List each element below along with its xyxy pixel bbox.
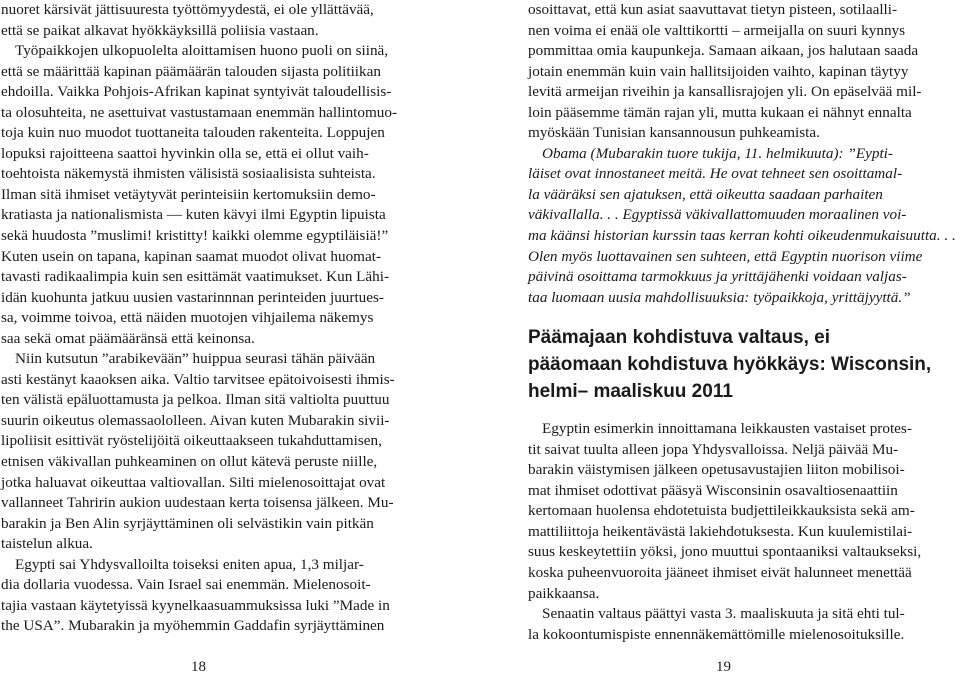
text-line: dia dollaria vuodessa. Vain Israel sai enemmän. Mielenosoit-: [1, 576, 371, 594]
text-line: nuoret kärsivät jättisuuresta työttömyydestä, ei ole yllättävää,: [1, 1, 374, 18]
text-line: Ilman sitä ihmiset vetäytyvät perinteisiin kertomuksiin demo-: [1, 185, 376, 203]
text-line: paikkaansa.: [528, 584, 600, 602]
text-line: pääomaan kohdistuva hyökkäys: Wisconsin,: [528, 354, 932, 376]
text-line: jotain enemmän kuin vain hallitsijoiden vaihto, kapinan täytyy: [528, 62, 909, 80]
left-text-column: [1, 0, 412, 637]
text-line: osoittavat, että kun asiat saavuttavat tietyn pisteen, sotilaalli-: [528, 1, 898, 18]
text-line: barakin väistymisen jälkeen opetusavustajien liiton mobilisoi-: [528, 461, 905, 479]
text-line: mattiliittoja heikentävästä lakiehdotuksesta. Kun kuulemistilai-: [528, 522, 913, 540]
text-line: tajia vastaan käytetyissä kyynelkaasuammuksissa luki ”Made in: [1, 596, 390, 614]
text-line: nen voima ei enää ole valttikortti – armeijalla on suuri kynnys: [528, 21, 906, 39]
text-line: Päämajaan kohdistuva valtaus, ei: [528, 327, 831, 349]
text-line: saa sekä omat päämääränsä että keinonsa.: [1, 329, 255, 347]
text-line: tit saivat tuulta alleen jopa Yhdysvalloissa. Neljä päivää Mu-: [528, 440, 899, 458]
text-line: la vääräksi sen ajatuksen, että oikeutta saadaan parhaiten: [528, 185, 883, 203]
text-line: Olen myös luottavainen sen suhteen, että Egyptin nuorison viime: [528, 247, 923, 265]
right-page: [527, 0, 957, 697]
text-line: toehtoista näkemystä ihmisten välisistä sosiaalisista suhteista.: [1, 165, 376, 183]
text-line: asti kestänyt kaaoksen aika. Valtio tarvitsee epätoivoisesti ihmis-: [1, 370, 395, 388]
text-line: suurin oikeutus olemassaololleen. Aivan kuten Mubarakin sivii-: [1, 411, 390, 429]
text-line: etnisen väkivallan puhkeaminen on ollut kätevä peruste niille,: [1, 453, 378, 471]
text-line: la kokoontumispiste ennennäkemättömille mielenosoituksille.: [528, 625, 905, 643]
text-line: kertomaan huolensa ehdotetuista budjettileikkauksista sekä am-: [528, 502, 915, 520]
text-line: loin pääsemme tämän rajan yli, mutta kukaan ei nähnyt ennalta: [528, 103, 912, 121]
text-line: Senaatin valtaus päättyi vasta 3. maaliskuuta ja sitä ehti tul-: [542, 605, 905, 623]
text-line: Niin kutsutun ”arabikevään” huippua seurasi tähän päivään: [15, 350, 376, 368]
text-line: että se paikat alkavat hyökkäyksillä poliisia vastaan.: [1, 21, 319, 39]
text-line: ta olosuhteita, ne asettuivat vastustamaan enemmän hallintomuo-: [1, 103, 398, 121]
text-line: pommittaa omia kaupunkeja. Samaan aikaan, jos halutaan saada: [528, 42, 919, 60]
text-line: ten välistä epäluottamusta ja pelkoa. Ilman sitä valtiolta puuttuu: [1, 391, 390, 409]
text-line: päivinä osoittama tarmokkuus ja yrittäjähenki voidaan valjas-: [528, 268, 907, 286]
text-line: taistelun alkua.: [1, 535, 93, 553]
intro-paragraph: [528, 0, 952, 144]
text-line: ma käänsi historian kurssin taas kerran kohti oikeudenmukaisuutta. . .: [528, 227, 956, 245]
text-line: toja kuin nuo muodot tuottaneita talouden rakenteita. Loppujen: [1, 124, 385, 142]
left-page: [0, 0, 420, 697]
text-line: barakin ja Ben Alin syrjäyttäminen oli selvästikin vain pitkän: [1, 514, 374, 532]
text-line: koska puheenvuoroita jääneet ihmiset eivät halunneet menettää: [528, 564, 912, 582]
text-line: mat ihmiset odottivat pääsyä Wisconsinin osavaltiosenaattiin: [528, 481, 898, 499]
text-line: sa, voimme toivoa, että näiden muotojen vihjailema näkemys: [1, 309, 374, 327]
text-line: läiset ovat innostaneet meitä. He ovat tehneet sen osoittamal-: [528, 165, 903, 183]
text-line: Egyptin esimerkin innoittamana leikkausten vastaiset protes-: [542, 420, 912, 438]
text-line: suus keskeytettiin yöksi, jono muuttui spontaaniksi valtaukseksi,: [528, 543, 922, 561]
text-line: Obama (Mubarakin tuore tukija, 11. helmikuuta): ”Eypti-: [542, 144, 893, 162]
text-line: myöskään Tunisian kansannousun puhkeamista.: [528, 124, 820, 142]
text-line: lopuksi rajoitteena saattoi hyvinkin olla se, että ei ollut vaih-: [1, 144, 369, 162]
text-line: jotka haluavat oikeuttaa valtiovallan. Silti mielenosoittajat ovat: [1, 473, 386, 491]
section-heading: [528, 324, 952, 405]
text-line: Egypti sai Yhdysvalloilta toiseksi eniten apua, 1,3 miljar-: [15, 555, 364, 573]
text-line: että se määrittää kapinan päämäärän talouden sijasta politiikan: [1, 62, 381, 80]
text-line: kratiasta ja nationalismista — kuten kävyi ilmi Egyptin lipuista: [1, 206, 386, 224]
text-line: vallanneet Tahririn aukion uudestaan kerta toisensa jälkeen. Mu-: [1, 494, 394, 512]
text-line: the USA”. Mubarakin ja myöhemmin Gaddafin syrjäyttäminen: [1, 617, 385, 635]
wisconsin-paragraph: [528, 419, 952, 645]
text-line: väkivallalla. . . Egyptissä väkivallattomuuden moraalinen voi-: [528, 206, 907, 224]
text-line: sekä huudosta ”muslimi! kristitty! kaikki olemme egyptiläisiä!”: [1, 227, 389, 245]
obama-quote: [528, 144, 956, 308]
text-line: Työpaikkojen ulkopuolelta aloittamisen huono puoli on siinä,: [15, 42, 389, 60]
text-line: idän kuohunta jatkuu uusien vastarinnnan perinteiden juurtues-: [1, 288, 384, 306]
text-line: ehdoilla. Vaikka Pohjois-Afrikan kapinat syntyivät taloudellisis-: [1, 83, 392, 101]
text-line: taa luomaan uusia mahdollisuuksia: työpaikkoja, yrittäjyyttä.”: [528, 288, 911, 306]
text-line: lipoliisit esittivät ryöstelijöitä oikeuttaakseen tukahduttamisen,: [1, 432, 382, 450]
text-line: tavasti radikaalimpia kuin sen esittämät vaatimukset. Kun Lähi-: [1, 268, 390, 286]
text-line: levitä armeijan riveihin ja kansallisrajojen yli. On epäselvää mil-: [528, 83, 922, 101]
text-line: helmi– maaliskuu 2011: [528, 381, 733, 403]
text-line: Kuten usein on tapana, kapinan saamat muodot olivat huomat-: [1, 247, 382, 265]
right-text-column: [528, 0, 956, 645]
page-number-right: 19: [716, 659, 731, 675]
page-number-left: 18: [191, 659, 206, 675]
